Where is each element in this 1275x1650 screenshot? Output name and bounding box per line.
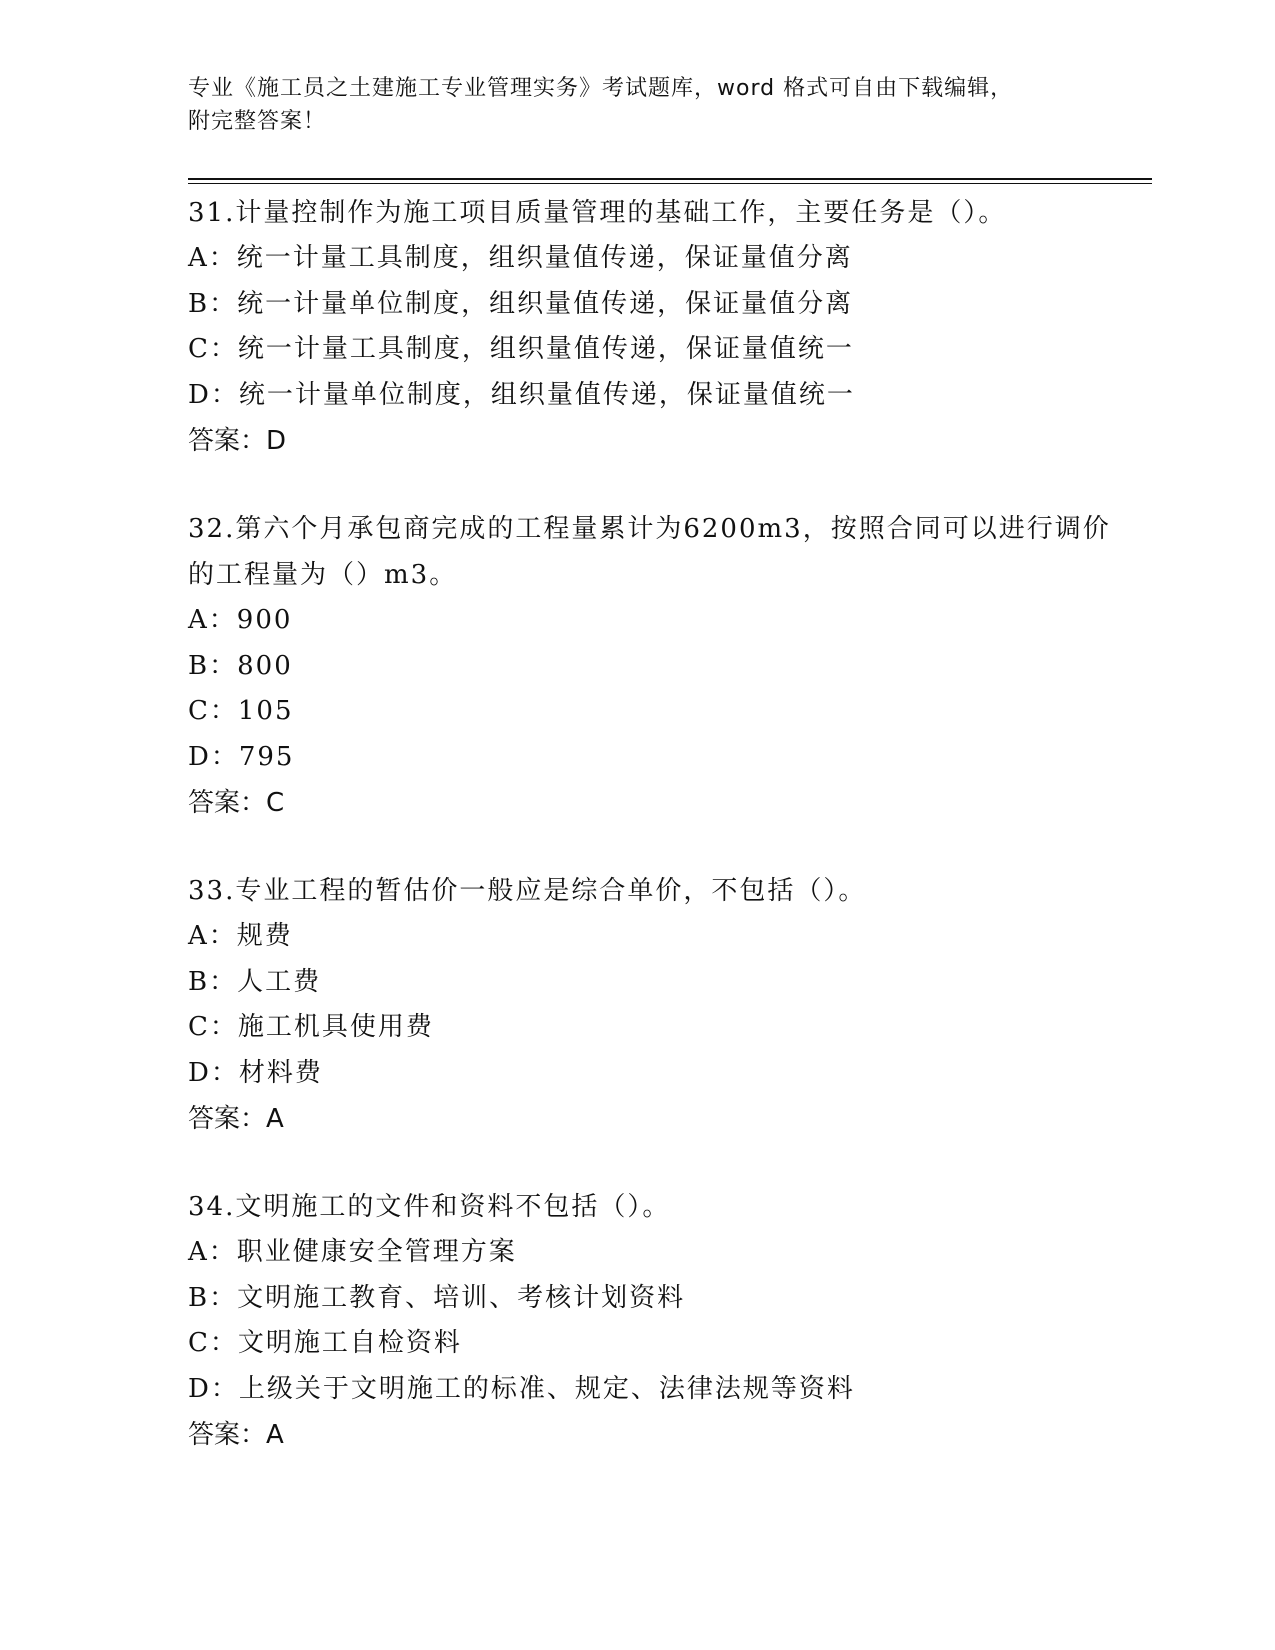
answer: 答案：A	[188, 1420, 284, 1450]
option-a: A：统一计量工具制度，组织量值传递，保证量值分离	[188, 243, 853, 273]
question-stem: 34.文明施工的文件和资料不包括（）。	[188, 1192, 671, 1222]
option-d: D：统一计量单位制度，组织量值传递，保证量值统一	[188, 379, 855, 410]
option-c: C：105	[188, 696, 294, 726]
document-header	[188, 72, 1068, 138]
option-c: C：施工机具使用费	[188, 1012, 434, 1042]
question-32	[188, 506, 1118, 826]
option-c: C：文明施工自检资料	[188, 1328, 462, 1358]
option-b: B：文明施工教育、培训、考核计划资料	[188, 1282, 686, 1313]
question-31	[188, 190, 1118, 464]
answer: 答案：C	[188, 788, 285, 818]
header-divider-thin	[188, 183, 1152, 184]
option-a: A：规费	[188, 921, 293, 951]
question-stem: 33.专业工程的暂估价一般应是综合单价，不包括（）。	[188, 876, 867, 906]
header-line-1: 专业《施工员之土建施工专业管理实务》考试题库，word 格式可自由下载编辑，	[188, 76, 1014, 101]
answer: 答案：D	[188, 426, 287, 456]
option-b: B：统一计量单位制度，组织量值传递，保证量值分离	[188, 288, 854, 319]
option-d: D：材料费	[188, 1057, 323, 1088]
option-d: D：795	[188, 741, 295, 772]
question-33	[188, 868, 1118, 1142]
option-a: A：职业健康安全管理方案	[188, 1237, 517, 1267]
option-a: A：900	[188, 605, 293, 635]
header-divider-thick	[188, 178, 1152, 180]
option-b: B：人工费	[188, 966, 322, 997]
option-d: D：上级关于文明施工的标准、规定、法律法规等资料	[188, 1373, 855, 1404]
question-stem: 32.第六个月承包商完成的工程量累计为6200m3，按照合同可以进行调价的工程量为（）m3。	[188, 514, 1111, 590]
question-stem: 31.计量控制作为施工项目质量管理的基础工作，主要任务是（）。	[188, 198, 1007, 228]
header-line-2: 附完整答案！	[188, 109, 327, 134]
option-c: C：统一计量工具制度，组织量值传递，保证量值统一	[188, 334, 854, 364]
answer: 答案：A	[188, 1104, 284, 1134]
question-list	[188, 190, 1118, 1500]
question-34	[188, 1184, 1118, 1458]
option-b: B：800	[188, 650, 293, 681]
